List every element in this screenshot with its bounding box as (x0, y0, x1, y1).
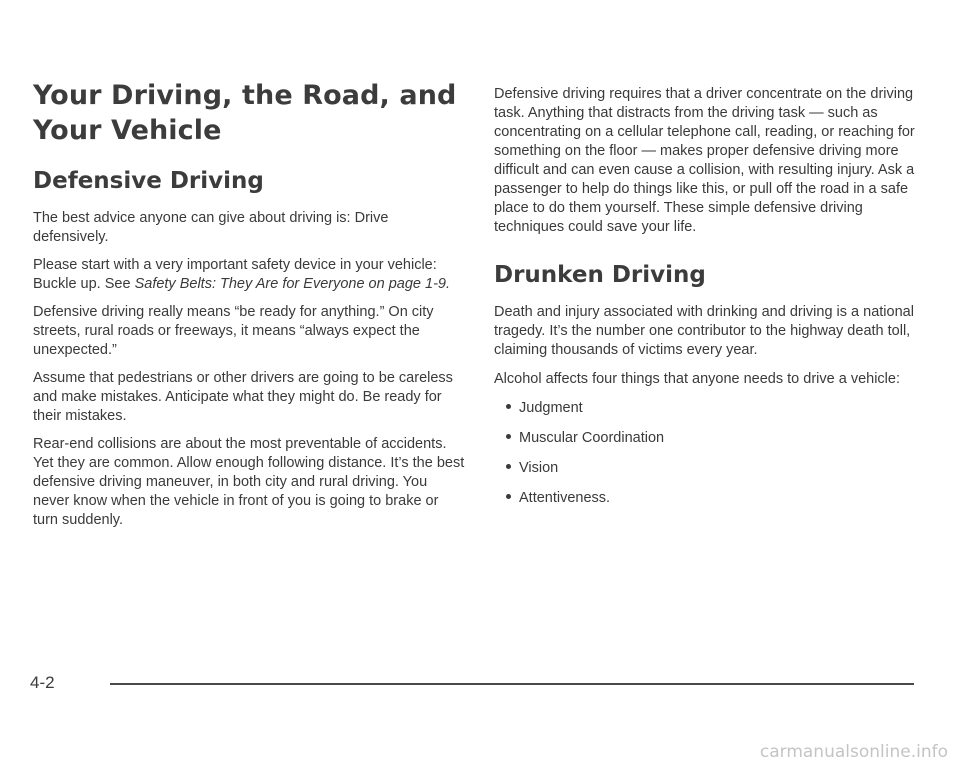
paragraph-drive-defensively: The best advice anyone can give about driving is: Drive defensively. (33, 210, 389, 245)
paragraph-national-tragedy: Death and injury associated with drinking and driving is a national tragedy. It’s the number one contributor to the highway death toll, claiming thousands of victims every year. (494, 304, 914, 358)
page-number: 4-2 (30, 673, 55, 692)
page-footer (30, 672, 914, 694)
paragraph-rear-end-collisions: Rear-end collisions are about the most preventable of accidents. Yet they are common. Allow enough following distance. It’s the best defensive driving maneuver, in both city and rural driving. You never know when the vehicle in front of you is going to brake or turn suddenly. (33, 436, 465, 528)
list-item-label: Muscular Coordination (519, 430, 665, 446)
paragraph-buckle-up (33, 256, 465, 294)
list-item (506, 429, 926, 448)
chapter-title-line-1: Your Driving, the Road, and (33, 80, 457, 111)
bullet-dot (506, 494, 511, 499)
alcohol-effects-list (494, 399, 926, 508)
paragraph-concentrate: Defensive driving requires that a driver concentrate on the driving task. Anything that distracts from the driving task — such as concentrating on a cellular telephone call, reading, or reaching for something on the floor — makes proper defensive driving more difficult and can even cause a collision, with resulting injury. Ask a passenger to help do things like this, or pull off the road in a safe place to do them yourself. These simple defensive driving techniques could save your life. (494, 86, 915, 235)
section-title-drunken-driving: Drunken Driving (494, 262, 706, 288)
paragraph-anticipate: Assume that pedestrians or other drivers are going to be careless and make mistakes. Anticipate what they might do. Be ready for their mistakes. (33, 370, 453, 424)
paragraph-be-ready: Defensive driving really means “be ready for anything.” On city streets, rural roads or freeways, it means “always expect the unexpected.” (33, 304, 434, 358)
safety-belts-reference: Safety Belts: They Are for Everyone on page 1-9. (134, 276, 450, 292)
left-column (33, 78, 465, 539)
list-item-label: Attentiveness. (519, 490, 611, 506)
chapter-title (33, 78, 465, 148)
right-column (494, 85, 926, 519)
paragraph-buckle-up-text: Please start with a very important safety device in your vehicle: Buckle up. See (33, 257, 437, 292)
bullet-dot (506, 464, 511, 469)
list-item (506, 459, 926, 478)
list-item (506, 399, 926, 418)
list-item (506, 489, 926, 508)
list-item-label: Judgment (519, 400, 583, 416)
paragraph-alcohol-affects: Alcohol affects four things that anyone needs to drive a vehicle: (494, 371, 900, 387)
list-item-label: Vision (519, 460, 559, 476)
bullet-dot (506, 434, 511, 439)
bullet-dot (506, 404, 511, 409)
footer-rule (110, 683, 914, 685)
watermark: carmanualsonline.info (759, 742, 948, 762)
section-title-defensive-driving: Defensive Driving (33, 168, 264, 194)
chapter-title-line-2: Your Vehicle (33, 115, 222, 146)
